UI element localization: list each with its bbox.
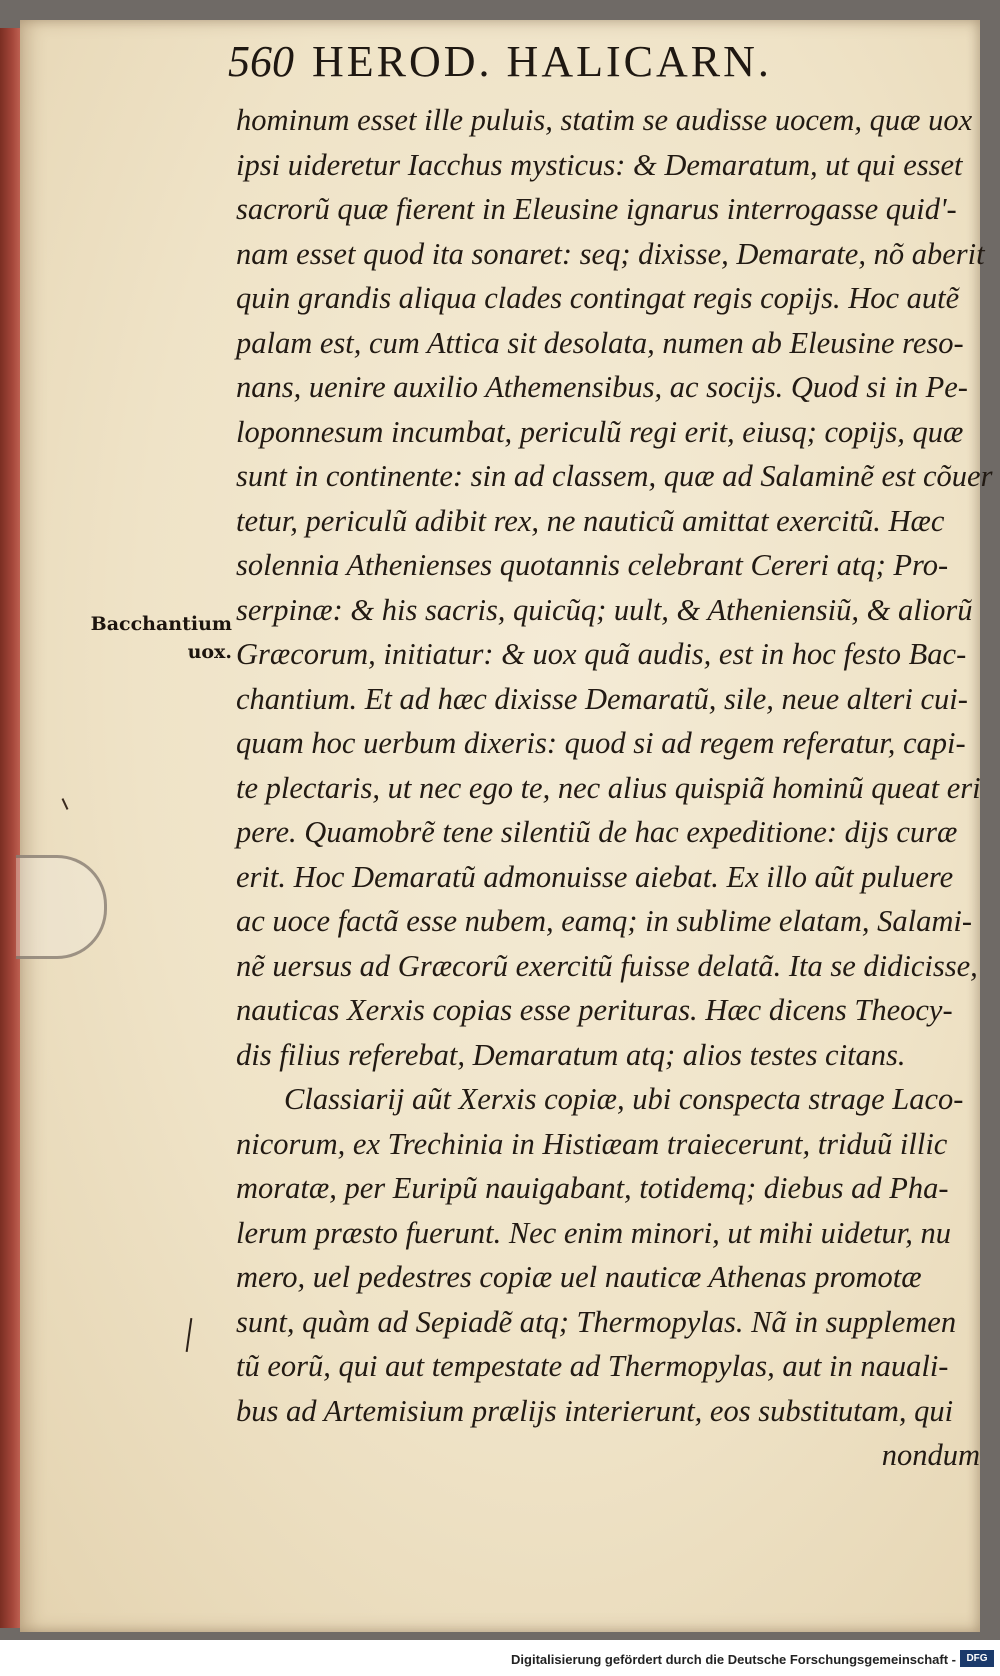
- running-head: [228, 36, 928, 87]
- text-line: chantium. Et ad hæc dixisse Demaratũ, sile, neue alteri cui-: [236, 681, 968, 716]
- text-line: quin grandis aliqua clades contingat regis copijs. Hoc autẽ: [236, 281, 960, 315]
- text-line: serpinæ: & his sacris, quicũq; uult, & Atheniensiũ, & aliorũ: [236, 592, 973, 627]
- text-line: bus ad Artemisium prælijs interierunt, eos substitutam, qui: [236, 1393, 954, 1428]
- text-line: Classiarij aũt Xerxis copiæ, ubi conspecta strage Laco-: [284, 1082, 964, 1116]
- running-title: HEROD. HALICARN.: [312, 37, 772, 86]
- text-line: nauticas Xerxis copias esse perituras. Hæc dicens Theocy-: [236, 993, 953, 1027]
- text-line: tũ eorũ, qui aut tempestate ad Thermopylas, aut in nauali-: [236, 1349, 949, 1383]
- text-line: pere. Quamobrẽ tene silentiũ de hac expeditione: dijs curæ: [236, 815, 958, 849]
- margin-note: [62, 610, 232, 666]
- text-line: erit. Hoc Demaratũ admonuisse aiebat. Ex illo aũt puluere: [236, 859, 954, 894]
- body-text: [236, 98, 993, 1478]
- text-line: Græcorum, initiatur: & uox quã audis, est in hoc festo Bac-: [236, 637, 967, 671]
- text-line: te plectaris, ut nec ego te, nec alius quispiã hominũ queat eri: [236, 770, 981, 805]
- text-line: hominum esset ille puluis, statim se audisse uocem, quæ uox: [236, 103, 973, 137]
- text-line: lerum præsto fuerunt. Nec enim minori, ut mihi uidetur, nu: [236, 1215, 952, 1250]
- text-line: sunt in continente: sin ad classem, quæ ad Salaminẽ est cõuer: [236, 459, 993, 493]
- page-edge: [0, 28, 22, 1628]
- text-line: moratæ, per Euripũ nauigabant, totidemq; diebus ad Pha-: [236, 1171, 949, 1205]
- text-line: tetur, periculũ adibit rex, ne nauticũ amittat exercitũ. Hæc: [236, 503, 945, 538]
- text-line: solennia Athenienses quotannis celebrant Cereri atq; Pro-: [236, 548, 949, 582]
- text-line: sacrorũ quæ fierent in Eleusine ignarus interrogasse quid'-: [236, 192, 957, 226]
- text-line: nicorum, ex Trechinia in Histiæam traiecerunt, triduũ illic: [236, 1126, 948, 1161]
- book-clasp: [16, 855, 107, 959]
- text-line: ac uoce factã esse nubem, eamq; in sublime elatam, Salami-: [236, 904, 973, 938]
- footer-bar: [0, 1640, 1000, 1676]
- text-line: quam hoc uerbum dixeris: quod si ad regem referatur, capi-: [236, 726, 966, 760]
- text-line: loponnesum incumbat, periculũ regi erit, eiusq; copijs, quæ: [236, 414, 964, 449]
- margin-note-line: Bacchantium: [90, 613, 232, 635]
- text-line: dis filius referebat, Demaratum atq; alios testes citans.: [236, 1037, 906, 1072]
- text-line: nans, uenire auxilio Athemensibus, ac socijs. Quod si in Pe-: [236, 370, 968, 404]
- margin-note-line: uox.: [187, 641, 232, 663]
- text-line: ipsi uideretur Iacchus mysticus: & Demaratum, ut qui esset: [236, 147, 963, 182]
- text-line: nam esset quod ita sonaret: seq; dixisse, Demarate, nõ aberit: [236, 236, 985, 271]
- text-line: palam est, cum Attica sit desolata, numen ab Eleusine reso-: [236, 325, 964, 360]
- page-number: 560: [228, 37, 294, 86]
- text-line: sunt, quàm ad Sepiadẽ atq; Thermopylas. Nã in supplemen: [236, 1304, 957, 1339]
- catchword: nondum: [881, 1438, 980, 1472]
- funding-credit: Digitalisierung gefördert durch die Deutsche Forschungsgemeinschaft -: [511, 1652, 956, 1667]
- text-line: mero, uel pedestres copiæ uel nauticæ Athenas promotæ: [236, 1260, 922, 1294]
- text-line: nẽ uersus ad Græcorũ exercitũ fuisse delatã. Ita se didicisse,: [236, 948, 978, 983]
- dfg-logo: DFG: [960, 1650, 994, 1667]
